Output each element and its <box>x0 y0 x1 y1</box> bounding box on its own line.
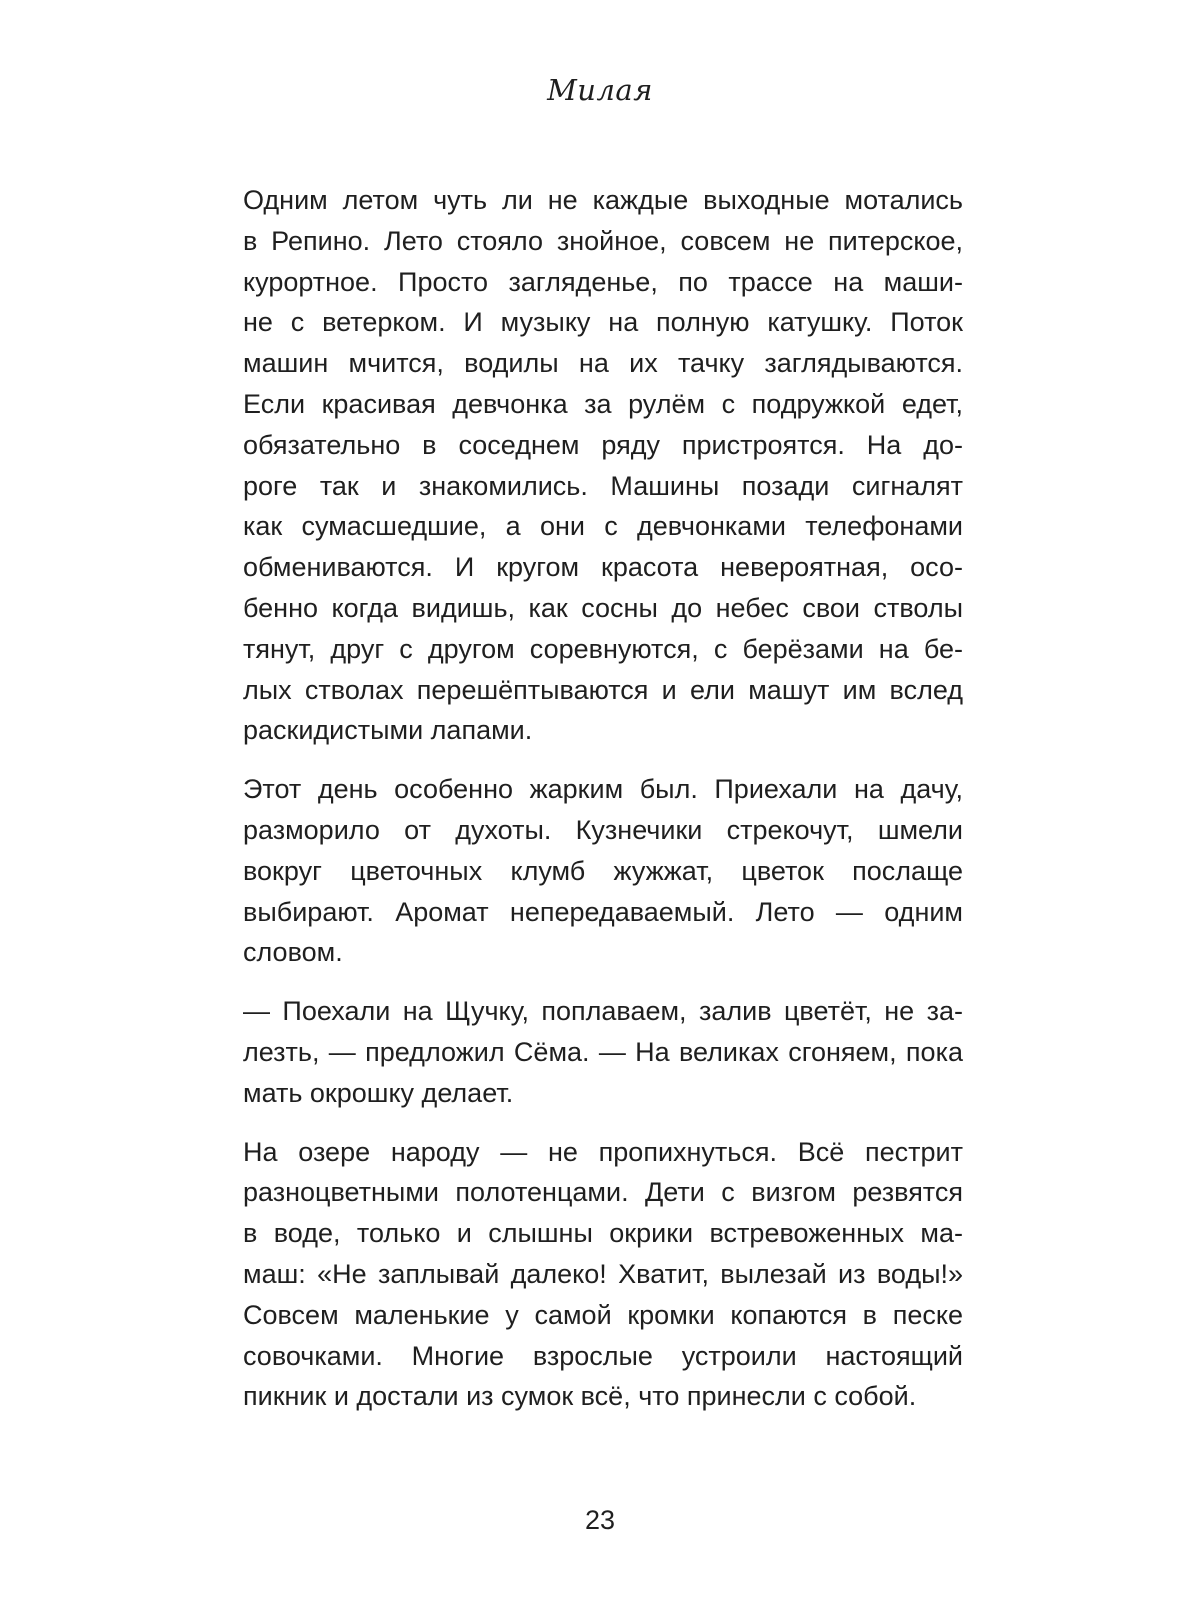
text-line: роге так и знакомились. Машины позади сигналят <box>243 470 963 501</box>
text-line: обязательно в соседнем ряду пристроятся. На до- <box>243 429 963 460</box>
text-line: не с ветерком. И музыку на полную катушку. Поток <box>243 307 963 338</box>
text-line: в Репино. Лето стояло знойное, совсем не питерское, <box>243 225 963 256</box>
text-line: Одним летом чуть ли не каждые выходные мотались <box>243 185 963 215</box>
paragraph <box>243 769 963 973</box>
text-line: лезть, — предложил Сёма. — На великах сгоняем, пока <box>243 1036 963 1067</box>
text-line: курортное. Просто загляденье, по трассе на маши- <box>243 266 963 297</box>
text-line: пикник и достали из сумок всё, что принесли с собой. <box>243 1381 917 1412</box>
text-line: раскидистыми лапами. <box>243 715 533 746</box>
paragraph <box>243 991 963 1113</box>
text-line: выбирают. Аромат непередаваемый. Лето — одним <box>243 896 963 927</box>
text-line: тянут, друг с другом соревнуются, с берёзами на бе- <box>243 633 963 664</box>
text-line: — Поехали на Щучку, поплаваем, залив цветёт, не за- <box>243 996 963 1027</box>
text-line: бенно когда видишь, как сосны до небес свои стволы <box>243 592 963 623</box>
text-line: маш: «Не заплывай далеко! Хватит, вылезай из воды!» <box>243 1258 963 1289</box>
text-line: разноцветными полотенцами. Дети с визгом резвятся <box>243 1177 963 1208</box>
text-line: мать окрошку делает. <box>243 1077 514 1108</box>
text-line: Этот день особенно жарким был. Приехали на дачу, <box>243 774 963 805</box>
text-line: машин мчится, водилы на их тачку заглядываются. <box>243 348 963 379</box>
text-line: в воде, только и слышны окрики встревоженных ма- <box>243 1218 963 1249</box>
paragraph <box>243 180 963 751</box>
text-line: Если красивая девчонка за рулём с подружкой едет, <box>243 388 963 419</box>
page-body <box>243 180 963 1417</box>
text-line: лых стволах перешёптываются и ели машут им вслед <box>243 674 963 705</box>
text-line: обмениваются. И кругом красота невероятная, осо- <box>243 552 963 583</box>
text-line: как сумасшедшие, а они с девчонками телефонами <box>243 511 963 542</box>
text-line: совочками. Многие взрослые устроили настоящий <box>243 1340 963 1371</box>
text-line: Совсем маленькие у самой кромки копаются в песке <box>243 1299 963 1330</box>
text-line: словом. <box>243 937 343 968</box>
running-head: Милая <box>547 73 653 107</box>
text-line: На озере народу — не пропихнуться. Всё пестрит <box>243 1136 963 1167</box>
page-number: 23 <box>584 1505 616 1535</box>
paragraph <box>243 1132 963 1418</box>
text-line: разморило от духоты. Кузнечики стрекочут, шмели <box>243 814 963 845</box>
text-line: вокруг цветочных клумб жужжат, цветок послаще <box>243 855 963 886</box>
